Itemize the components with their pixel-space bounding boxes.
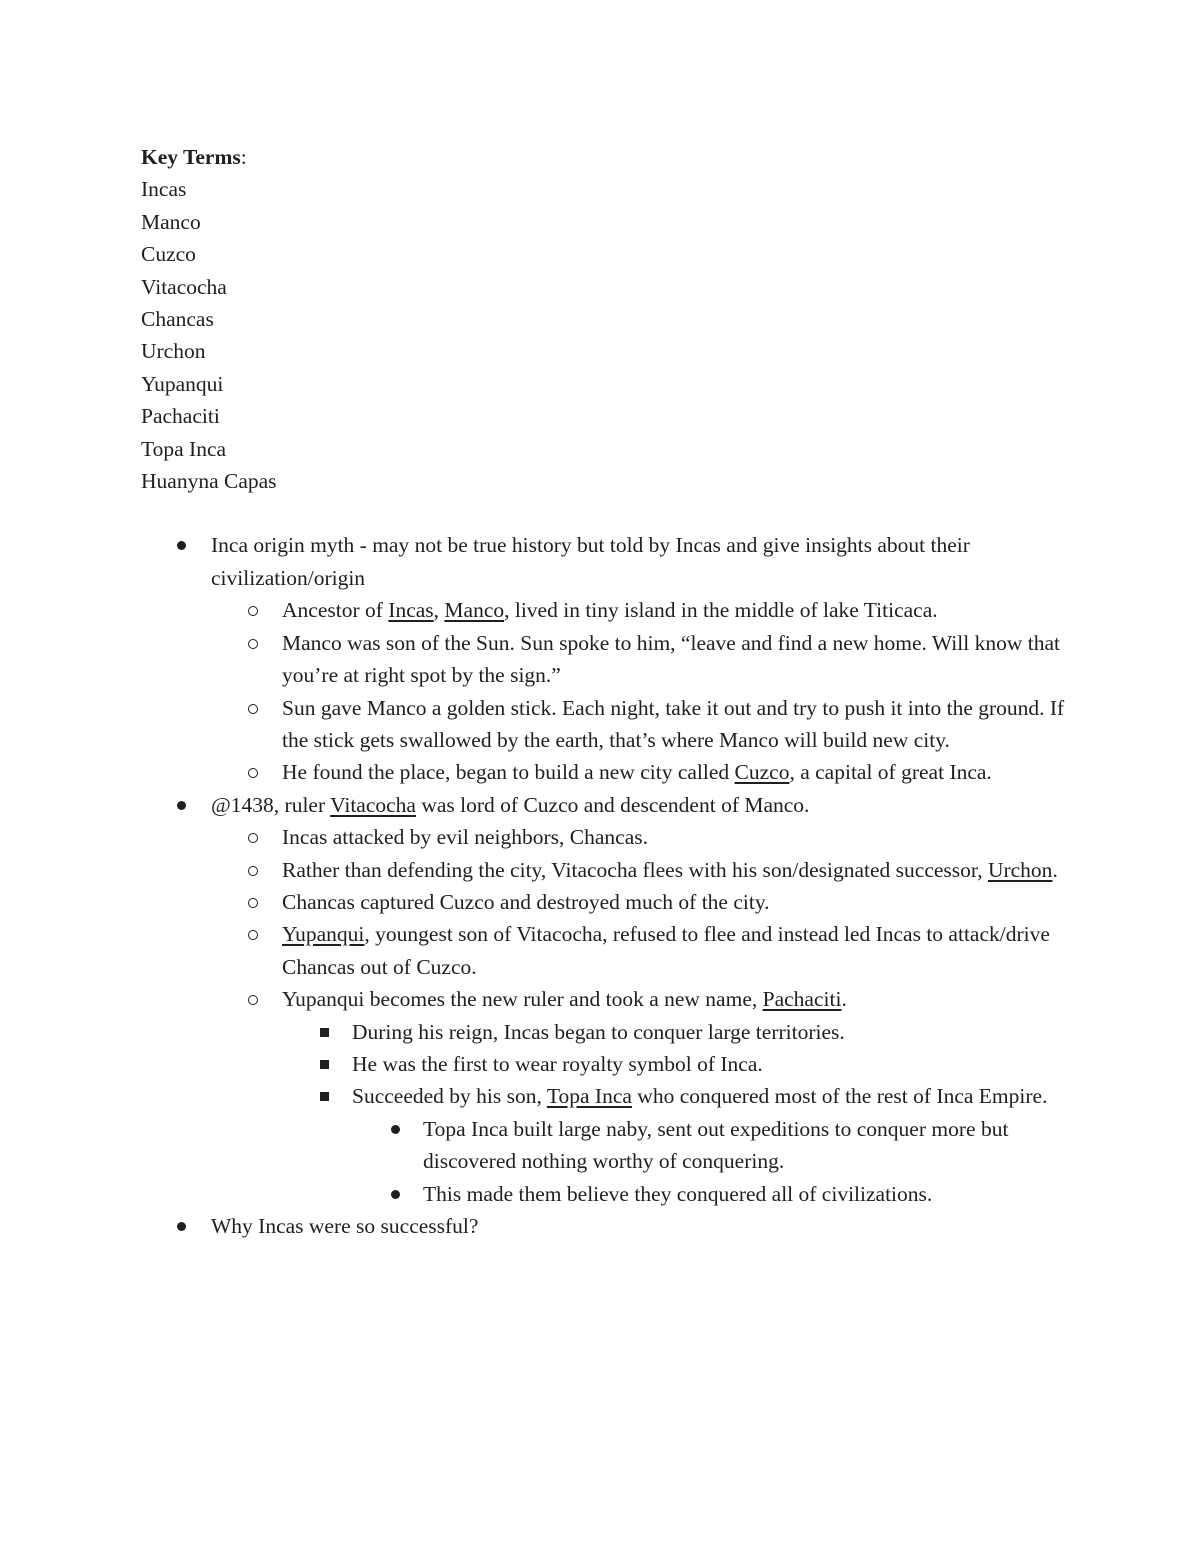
square-bullet-icon — [320, 1060, 329, 1069]
list-item: Why Incas were so successful? — [141, 1210, 1071, 1242]
bullet-icon — [391, 1190, 400, 1199]
key-term: Manco — [141, 209, 201, 234]
key-terms-heading: Key Terms: — [141, 145, 247, 169]
term-link: Yupanqui — [282, 922, 365, 947]
list-item: Succeeded by his son, Topa Inca who conquered most of the rest of Inca Empire. — [141, 1080, 1071, 1112]
circle-bullet-icon — [248, 606, 258, 616]
list-item: Chancas captured Cuzco and destroyed much of the city. — [141, 886, 1071, 918]
list-item: Manco was son of the Sun. Sun spoke to him, “leave and find a new home. Will know that you’re at right spot by the sign.” — [141, 627, 1071, 692]
circle-bullet-icon — [248, 898, 258, 908]
term-link: Cuzco — [734, 760, 790, 785]
list-item: Sun gave Manco a golden stick. Each night, take it out and try to push it into the ground. If the stick gets swallowed by the earth, that’s where Manco will build new city. — [141, 692, 1071, 757]
circle-bullet-icon — [248, 833, 258, 843]
list-item: Ancestor of Incas, Manco, lived in tiny island in the middle of lake Titicaca. — [141, 594, 1071, 626]
term-link: Topa Inca — [546, 1084, 632, 1109]
circle-bullet-icon — [248, 866, 258, 876]
key-term: Huanyna Capas — [141, 469, 277, 494]
list-item: He was the first to wear royalty symbol of Inca. — [141, 1048, 1071, 1080]
term-link: Pachaciti — [762, 987, 842, 1012]
list-item: Yupanqui, youngest son of Vitacocha, refused to flee and instead led Incas to attack/drive Chancas out of Cuzco. — [141, 918, 1071, 983]
list-item: @1438, ruler Vitacocha was lord of Cuzco and descendent of Manco. — [141, 789, 1071, 821]
list-item: He found the place, began to build a new city called Cuzco, a capital of great Inca. — [141, 756, 1071, 788]
circle-bullet-icon — [248, 995, 258, 1005]
key-term: Incas — [141, 177, 187, 202]
key-term: Chancas — [141, 307, 214, 332]
list-item: Rather than defending the city, Vitacocha flees with his son/designated successor, Urchon. — [141, 854, 1071, 886]
bullet-icon — [391, 1125, 400, 1134]
list-item: This made them believe they conquered all of civilizations. — [141, 1178, 1071, 1210]
bullet-icon — [177, 1222, 186, 1231]
bullet-icon — [177, 541, 186, 550]
key-term: Urchon — [141, 339, 206, 364]
term-link: Manco — [444, 598, 505, 623]
notes-list — [141, 529, 1071, 1242]
term-link: Incas — [388, 598, 434, 623]
term-link: Urchon — [987, 857, 1053, 882]
list-item: Topa Inca built large naby, sent out expeditions to conquer more but discovered nothing worthy of conquering. — [141, 1113, 1071, 1178]
circle-bullet-icon — [248, 639, 258, 649]
circle-bullet-icon — [248, 768, 258, 778]
document-page — [141, 141, 1071, 1242]
key-term: Pachaciti — [141, 404, 220, 429]
circle-bullet-icon — [248, 704, 258, 714]
key-term: Cuzco — [141, 242, 196, 267]
key-term: Vitacocha — [141, 274, 227, 299]
bullet-icon — [177, 801, 186, 810]
key-term: Topa Inca — [141, 436, 227, 461]
key-terms-list — [141, 173, 1071, 497]
list-item: Yupanqui becomes the new ruler and took a new name, Pachaciti. — [141, 983, 1071, 1015]
square-bullet-icon — [320, 1028, 329, 1037]
term-link: Vitacocha — [330, 792, 416, 817]
square-bullet-icon — [320, 1092, 329, 1101]
list-item: Incas attacked by evil neighbors, Chancas. — [141, 821, 1071, 853]
list-item: Inca origin myth - may not be true history but told by Incas and give insights about their civilization/origin — [141, 529, 1071, 594]
key-term: Yupanqui — [141, 371, 224, 396]
circle-bullet-icon — [248, 930, 258, 940]
list-item: During his reign, Incas began to conquer large territories. — [141, 1016, 1071, 1048]
